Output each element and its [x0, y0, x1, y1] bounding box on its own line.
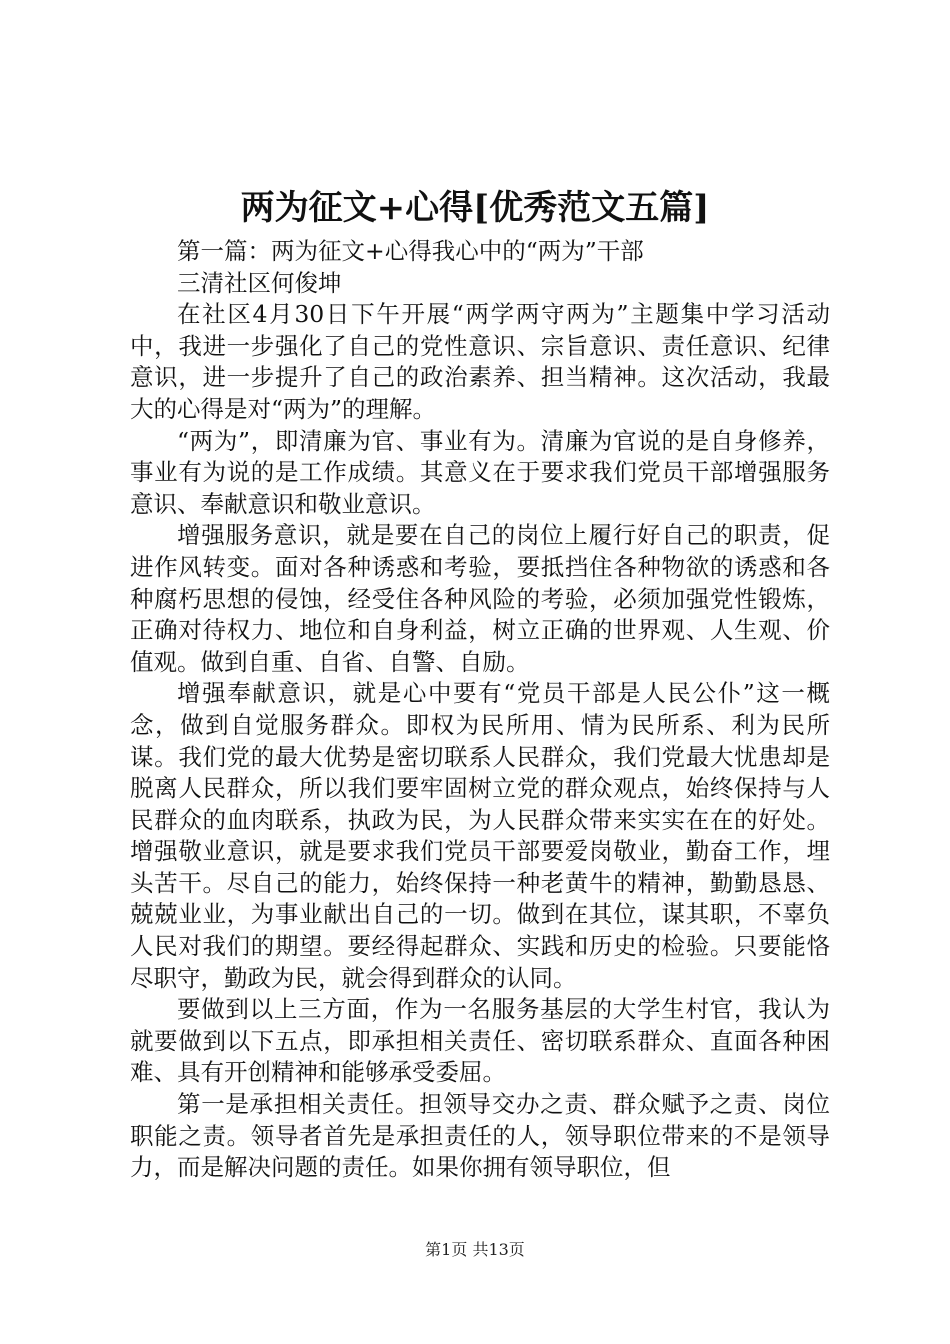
paragraph: 要做到以上三方面，作为一名服务基层的大学生村官，我认为就要做到以下五点，即承担相关责任、密切联系群众、直面各种困难、具有开创精神和能够承受委屈。: [130, 995, 830, 1087]
paragraph: “两为”，即清廉为官、事业有为。清廉为官说的是自身修养，事业有为说的是工作成绩。其意义在于要求我们党员干部增强服务意识、奉献意识和敬业意识。: [130, 426, 830, 518]
paragraph: 增强奉献意识，就是心中要有“党员干部是人民公仆”这一概念，做到自觉服务群众。即权为民所用、情为民所系、利为民所谋。我们党的最大优势是密切联系人民群众，我们党最大忧患却是脱离人民群众，所以我们要牢固树立党的群众观点，始终保持与人民群众的血肉联系，执政为民，为人民群众带来实实在在的好处。增强敬业意识，就是要求我们党员干部要爱岗敬业，勤奋工作，埋头苦干。尽自己的能力，始终保持一种老黄牛的精神，勤勤恳恳、兢兢业业，为事业献出自己的一切。做到在其位，谋其职，不辜负人民对我们的期望。要经得起群众、实践和历史的检验。只要能恪尽职守，勤政为民，就会得到群众的认同。: [130, 679, 830, 992]
paragraph: 增强服务意识，就是要在自己的岗位上履行好自己的职责，促进作风转变。面对各种诱惑和考验，要抵挡住各种物欲的诱惑和各种腐朽思想的侵蚀，经受住各种风险的考验，必须加强党性锻炼，正确对待权力、地位和自身利益，树立正确的世界观、人生观、价值观。做到自重、自省、自警、自励。: [130, 521, 830, 676]
author-line: 三清社区何俊坤: [177, 268, 342, 297]
paragraph: 在社区4月30日下午开展“两学两守两为”主题集中学习活动中，我进一步强化了自己的党性意识、宗旨意识、责任意识、纪律意识，进一步提升了自己的政治素养、担当精神。这次活动，我最大的心得是对“两为”的理解。: [130, 300, 830, 423]
document-title: 两为征文+心得[优秀范文五篇]: [240, 188, 710, 228]
document-body: [130, 236, 830, 1184]
section-heading: 第一篇：两为征文+心得我心中的“两为”干部: [177, 237, 644, 265]
paragraph: 第一是承担相关责任。担领导交办之责、群众赋予之责、岗位职能之责。领导者首先是承担责任的人，领导职位带来的不是领导力，而是解决问题的责任。如果你拥有领导职位，但: [130, 1090, 830, 1182]
page-footer: 第1页 共13页: [425, 1240, 525, 1259]
